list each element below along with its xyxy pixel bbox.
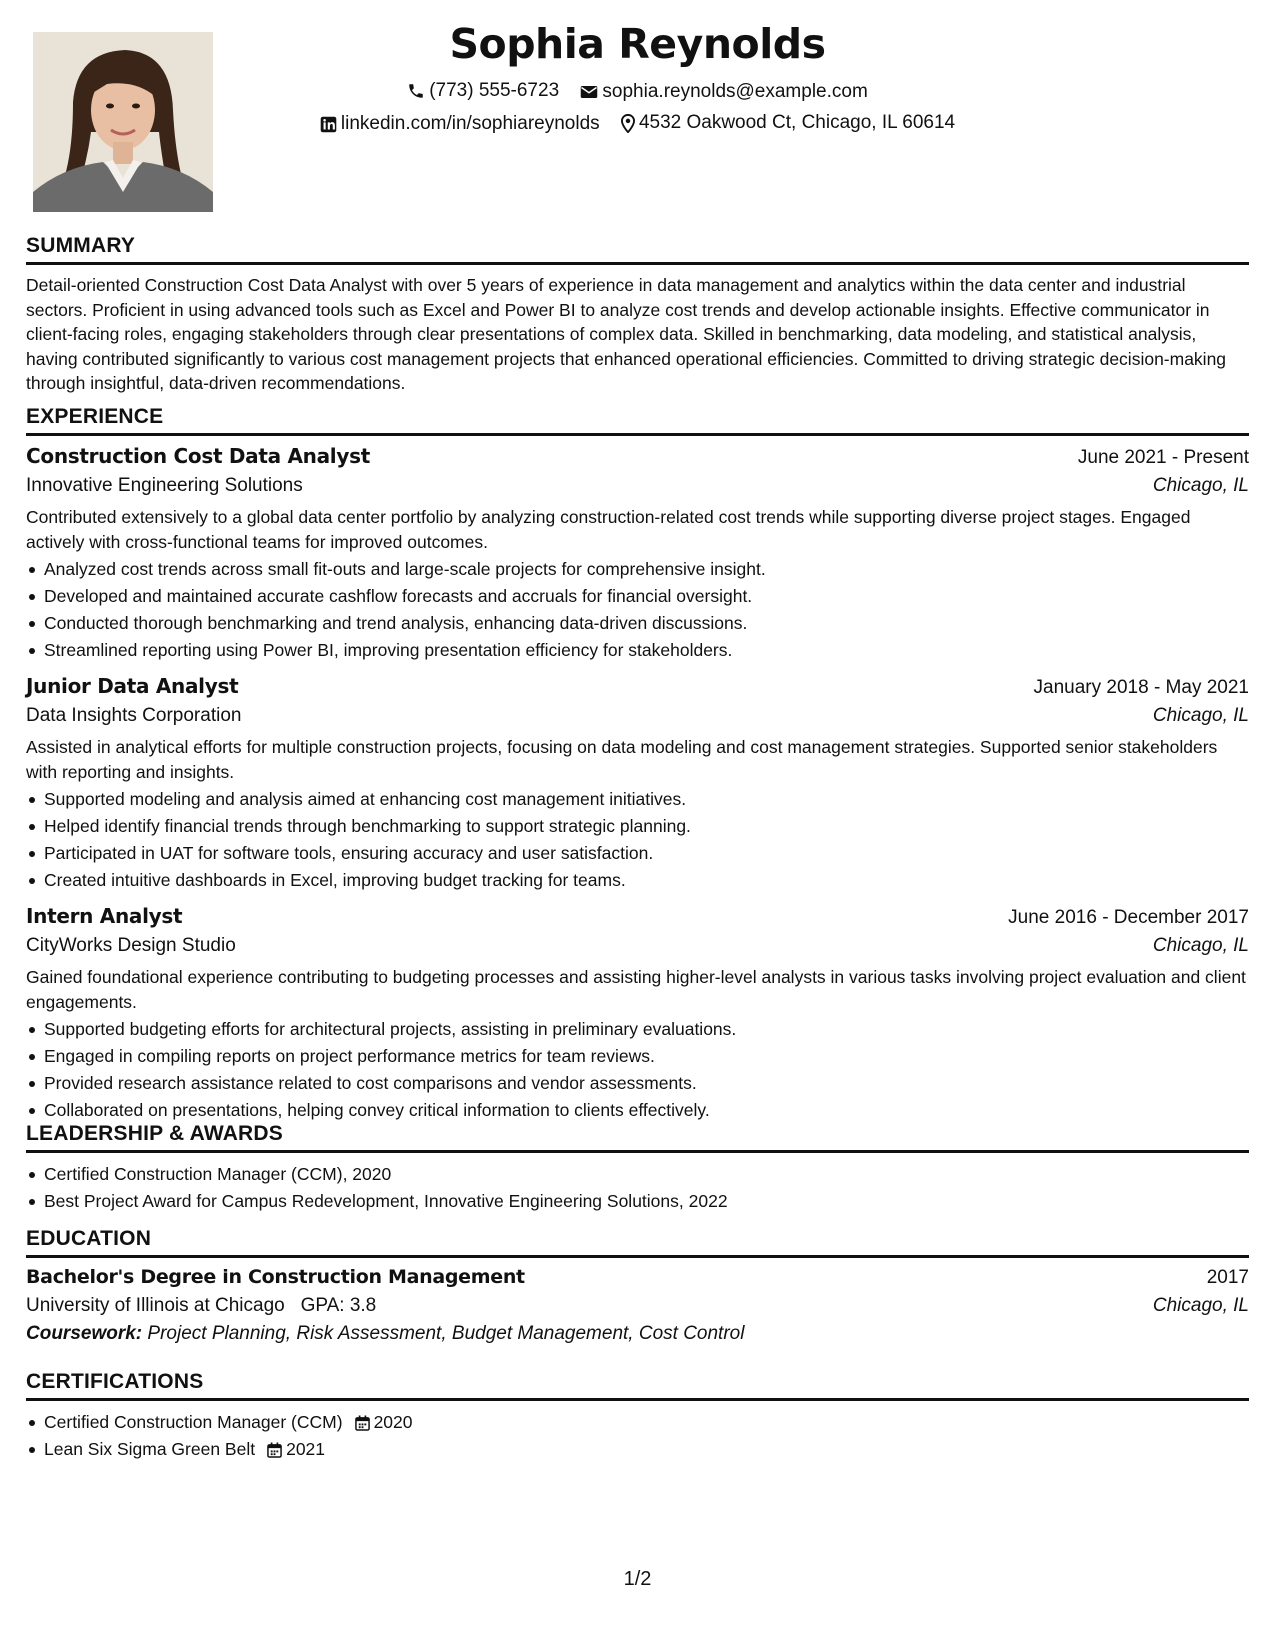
coursework-line xyxy=(26,1323,1249,1345)
list-item: Best Project Award for Campus Redevelopment, Innovative Engineering Solutions, 2022 xyxy=(26,1188,1249,1215)
job-location: Chicago, IL xyxy=(1152,705,1249,726)
list-item xyxy=(26,1409,1249,1436)
school-location: Chicago, IL xyxy=(1152,1295,1249,1316)
phone-contact[interactable] xyxy=(407,80,559,102)
certification-date xyxy=(355,1409,413,1436)
coursework-list: Project Planning, Risk Assessment, Budget Management, Cost Control xyxy=(147,1323,745,1344)
calendar-icon xyxy=(355,1415,370,1431)
leadership-heading: LEADERSHIP & AWARDS xyxy=(26,1122,1249,1153)
candidate-name: Sophia Reynolds xyxy=(449,20,826,68)
address-contact xyxy=(621,112,955,134)
job-dates: June 2016 - December 2017 xyxy=(1008,907,1249,928)
list-item: Helped identify financial trends through benchmarking to support strategic planning. xyxy=(26,813,1249,840)
list-item: Engaged in compiling reports on project performance metrics for team reviews. xyxy=(26,1043,1249,1070)
job-entry xyxy=(26,674,1249,894)
summary-section xyxy=(26,234,1249,396)
company-name: CityWorks Design Studio xyxy=(26,935,236,956)
phone-icon xyxy=(407,82,425,100)
job-entry xyxy=(26,444,1249,664)
map-pin-icon xyxy=(621,114,635,133)
school-line xyxy=(26,1295,376,1317)
certifications-list xyxy=(26,1409,1249,1463)
certification-year: 2020 xyxy=(373,1412,413,1432)
job-description: Assisted in analytical efforts for multiple construction projects, focusing on data modeling and cost management strategies. Supported senior stakeholders with reporting and insights. xyxy=(26,737,1218,782)
awards-list xyxy=(26,1161,1249,1215)
job-title: Construction Cost Data Analyst xyxy=(26,444,370,468)
linkedin-url: linkedin.com/in/sophiareynolds xyxy=(340,113,600,134)
list-item: Collaborated on presentations, helping convey critical information to clients effectively. xyxy=(26,1097,1249,1124)
job-dates: January 2018 - May 2021 xyxy=(1033,677,1249,698)
graduation-year: 2017 xyxy=(1206,1267,1249,1288)
company-name: Data Insights Corporation xyxy=(26,705,242,726)
experience-section xyxy=(26,405,1249,1124)
list-item: Participated in UAT for software tools, ensuring accuracy and user satisfaction. xyxy=(26,840,1249,867)
list-item xyxy=(26,1436,1249,1463)
summary-text: Detail-oriented Construction Cost Data Analyst with over 5 years of experience in data management and analytics within the data center and industrial sectors. Proficient in using advanced tools such as Excel and Power BI to analyze cost trends and develop actionable insights. Effective communicator in client-facing roles, engaging stakeholders through clear presentations of complex data. Skilled in benchmarking, data modeling, and statistical analysis, having contributed significantly to various cost management projects that enhanced operational efficiencies. Committed to driving strategic decision-making through insightful, data-driven recommendations. xyxy=(26,275,1227,393)
gpa: GPA: 3.8 xyxy=(300,1295,377,1316)
list-item: Supported budgeting efforts for architectural projects, assisting in preliminary evaluations. xyxy=(26,1016,1249,1043)
certification-name: Lean Six Sigma Green Belt xyxy=(44,1439,256,1459)
list-item: Provided research assistance related to cost comparisons and vendor assessments. xyxy=(26,1070,1249,1097)
list-item: Supported modeling and analysis aimed at enhancing cost management initiatives. xyxy=(26,786,1249,813)
contact-row-primary xyxy=(0,80,1275,106)
list-item: Developed and maintained accurate cashflow forecasts and accruals for financial oversight. xyxy=(26,583,1249,610)
envelope-icon xyxy=(580,84,598,100)
job-entry xyxy=(26,904,1249,1124)
degree-title: Bachelor's Degree in Construction Management xyxy=(26,1266,525,1288)
job-bullets xyxy=(26,786,1249,894)
list-item: Streamlined reporting using Power BI, improving presentation efficiency for stakeholders. xyxy=(26,637,1249,664)
calendar-icon xyxy=(267,1442,282,1458)
email-address: sophia.reynolds@example.com xyxy=(602,81,868,102)
experience-heading: EXPERIENCE xyxy=(26,405,1249,436)
phone-number: (773) 555-6723 xyxy=(429,80,560,101)
certifications-heading: CERTIFICATIONS xyxy=(26,1370,1249,1401)
email-contact[interactable] xyxy=(580,81,867,103)
education-heading: EDUCATION xyxy=(26,1227,1249,1258)
summary-heading: SUMMARY xyxy=(26,234,1249,265)
list-item: Created intuitive dashboards in Excel, improving budget tracking for teams. xyxy=(26,867,1249,894)
education-section xyxy=(26,1227,1249,1345)
linkedin-icon xyxy=(320,116,337,133)
job-location: Chicago, IL xyxy=(1152,475,1249,496)
company-name: Innovative Engineering Solutions xyxy=(26,475,303,496)
page-number: 1/2 xyxy=(623,1568,652,1590)
job-description: Contributed extensively to a global data center portfolio by analyzing construction-related cost trends while supporting diverse project stages. Engaged actively with cross-functional teams for improved outcomes. xyxy=(26,507,1191,552)
linkedin-contact[interactable] xyxy=(320,113,600,135)
job-title: Intern Analyst xyxy=(26,904,183,928)
school-name: University of Illinois at Chicago xyxy=(26,1295,285,1316)
certification-date xyxy=(267,1436,325,1463)
contact-row-secondary xyxy=(0,112,1275,139)
job-dates: June 2021 - Present xyxy=(1077,447,1249,468)
leadership-section xyxy=(26,1122,1249,1215)
list-item: Conducted thorough benchmarking and trend analysis, enhancing data-driven discussions. xyxy=(26,610,1249,637)
job-bullets xyxy=(26,556,1249,664)
job-title: Junior Data Analyst xyxy=(26,674,239,698)
coursework-label: Coursework: xyxy=(26,1323,143,1344)
list-item: Certified Construction Manager (CCM), 2020 xyxy=(26,1161,1249,1188)
certification-year: 2021 xyxy=(286,1439,326,1459)
list-item: Analyzed cost trends across small fit-outs and large-scale projects for comprehensive insight. xyxy=(26,556,1249,583)
certifications-section xyxy=(26,1370,1249,1463)
street-address: 4532 Oakwood Ct, Chicago, IL 60614 xyxy=(638,112,956,133)
certification-name: Certified Construction Manager (CCM) xyxy=(44,1412,343,1432)
job-description: Gained foundational experience contributing to budgeting processes and assisting higher-level analysts in various tasks involving project evaluation and client engagements. xyxy=(26,967,1246,1012)
job-bullets xyxy=(26,1016,1249,1124)
job-location: Chicago, IL xyxy=(1152,935,1249,956)
